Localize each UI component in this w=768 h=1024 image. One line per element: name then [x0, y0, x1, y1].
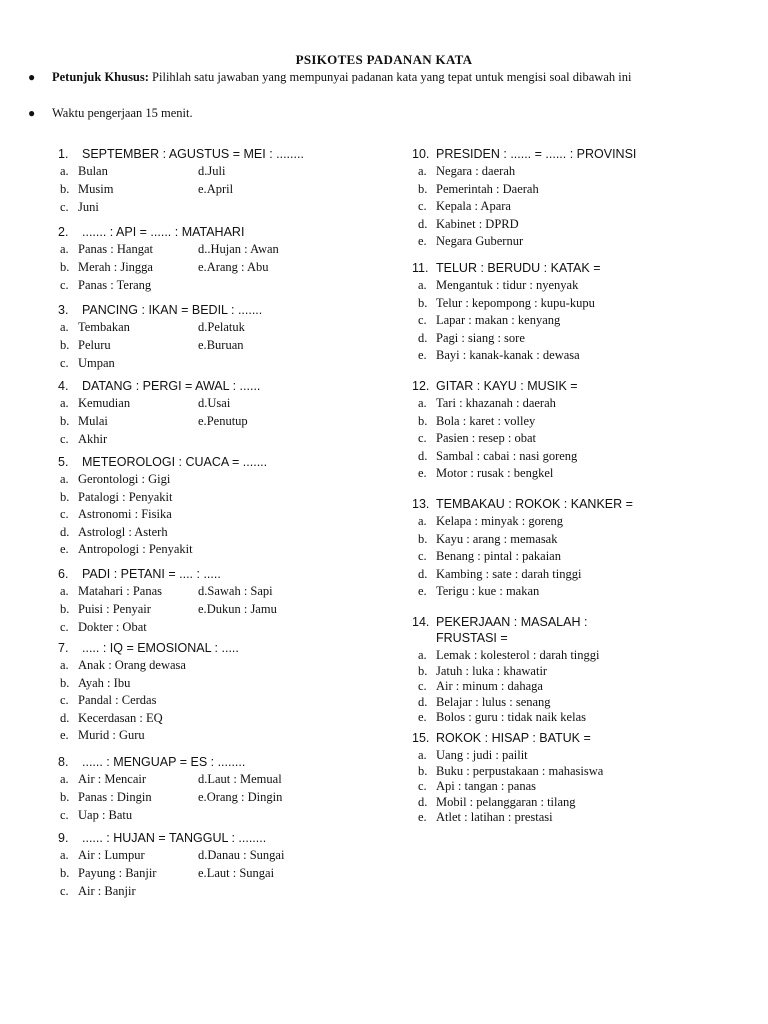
option-letter: e. — [198, 790, 207, 804]
answer-option — [60, 883, 136, 900]
option-letter: e. — [418, 234, 427, 248]
answer-option — [418, 448, 577, 465]
question-text — [58, 224, 244, 240]
answer-option — [418, 763, 603, 780]
instruction-text: Waktu pengerjaan 15 menit. — [52, 106, 193, 120]
option-letter: e. — [60, 728, 69, 742]
option-letter: e. — [418, 710, 427, 724]
question-prompt: TELUR : BERUDU : KATAK = — [436, 261, 601, 275]
answer-option — [60, 337, 111, 354]
option-letter: c. — [60, 432, 69, 446]
option-text: Terigu : kue : makan — [436, 584, 540, 598]
option-letter: d. — [198, 396, 208, 410]
option-letter: c. — [60, 620, 69, 634]
answer-option — [418, 531, 557, 548]
option-letter: c. — [418, 313, 427, 327]
option-text: Motor : rusak : bengkel — [436, 466, 554, 480]
answer-option — [418, 747, 528, 764]
option-letter: e. — [198, 182, 207, 196]
answer-option — [60, 395, 130, 412]
answer-option — [60, 657, 186, 674]
option-text: Benang : pintal : pakaian — [436, 549, 561, 563]
answer-option — [198, 241, 279, 258]
option-text: Merah : Jingga — [78, 260, 153, 274]
question-number: 13. — [412, 497, 430, 511]
option-letter: b. — [418, 763, 428, 778]
question-number: 9. — [58, 831, 69, 845]
answer-option — [418, 181, 539, 198]
option-text: Kecerdasan : EQ — [78, 710, 163, 725]
instruction-text: Pilihlah satu jawaban yang mempunyai padanan kata yang tepat untuk mengisi soal dibawah ini — [148, 70, 632, 84]
option-text: Bolos : guru : tidak naik kelas — [436, 710, 586, 724]
option-text: Payung : Banjir — [78, 866, 157, 880]
option-letter: e. — [418, 466, 427, 480]
answer-option — [60, 619, 147, 636]
answer-option — [418, 216, 519, 233]
option-text: Usai — [207, 396, 231, 410]
option-text: Puisi : Penyair — [78, 602, 151, 616]
question-text — [412, 378, 578, 394]
option-letter: a. — [418, 514, 427, 528]
option-text: Pelatuk — [207, 320, 245, 334]
option-letter: b. — [60, 866, 70, 880]
answer-option — [198, 771, 282, 788]
answer-option — [198, 181, 233, 198]
question-prompt: GITAR : KAYU : MUSIK = — [436, 379, 578, 393]
question-text — [58, 378, 260, 394]
option-letter: c. — [60, 200, 69, 214]
option-text: Negara : daerah — [436, 164, 516, 178]
option-letter: e. — [198, 338, 207, 352]
option-letter: d. — [418, 216, 428, 231]
option-letter: c. — [418, 431, 427, 445]
answer-option — [60, 541, 193, 558]
question-prompt-continued: FRUSTASI = — [436, 631, 508, 645]
question-text — [412, 496, 633, 512]
option-letter: c. — [60, 278, 69, 292]
option-text: Kelapa : minyak : goreng — [436, 514, 564, 528]
option-letter: e. — [198, 260, 207, 274]
option-letter: a. — [60, 848, 69, 862]
option-text: April — [206, 182, 234, 196]
question-number: 8. — [58, 755, 69, 769]
question-prompt: PRESIDEN : ...... = ...... : PROVINSI — [436, 147, 637, 161]
answer-option — [60, 789, 152, 806]
answer-option — [60, 277, 151, 294]
question-12 — [412, 378, 578, 480]
option-letter: a. — [60, 584, 69, 598]
answer-option — [418, 794, 576, 811]
option-letter: d. — [60, 710, 70, 725]
option-text: Sawah : Sapi — [207, 584, 273, 598]
answer-option — [60, 675, 130, 692]
question-4 — [58, 378, 261, 446]
option-letter: a. — [60, 472, 69, 486]
answer-option — [418, 663, 547, 680]
option-text: Jatuh : luka : khawatir — [436, 663, 548, 678]
option-letter: b. — [60, 338, 70, 352]
option-text: Mulai — [78, 414, 108, 428]
answer-option — [418, 163, 515, 180]
answer-option — [198, 865, 274, 882]
option-text: Akhir — [78, 432, 108, 446]
question-number: 3. — [58, 303, 69, 317]
page-title: PSIKOTES PADANAN KATA — [295, 52, 473, 67]
option-letter: a. — [60, 658, 69, 672]
answer-option — [198, 413, 248, 430]
option-text: Buruan — [206, 338, 244, 352]
question-text — [58, 146, 304, 162]
option-letter: e. — [418, 348, 427, 362]
question-text — [58, 454, 267, 470]
option-letter: d. — [198, 772, 208, 786]
answer-option — [60, 692, 156, 709]
bullet-icon: ● — [28, 106, 36, 120]
question-prompt: PADI : PETANI = .... : ..... — [82, 567, 221, 581]
question-text — [58, 640, 239, 656]
question-text — [58, 754, 245, 770]
option-letter: d. — [198, 320, 208, 334]
question-prompt: DATANG : PERGI = AWAL : ...... — [82, 379, 261, 393]
option-text: Panas : Dingin — [78, 790, 152, 804]
question-1 — [58, 146, 304, 214]
option-letter: a. — [60, 242, 69, 256]
option-text: Tembakan — [78, 320, 130, 334]
question-prompt: METEOROLOGI : CUACA = ....... — [82, 455, 268, 469]
question-number: 2. — [58, 225, 69, 239]
option-letter: b. — [60, 489, 70, 504]
option-text: Kemudian — [78, 396, 131, 410]
option-text: Kabinet : DPRD — [436, 216, 519, 231]
question-8 — [58, 754, 283, 822]
question-number: 5. — [58, 455, 69, 469]
question-text — [58, 566, 221, 582]
question-number: 11. — [412, 261, 429, 275]
answer-option — [60, 181, 113, 198]
option-text: Gerontologi : Gigi — [78, 472, 171, 486]
option-text: Telur : kepompong : kupu-kupu — [436, 295, 595, 310]
question-prompt: PANCING : IKAN = BEDIL : ....... — [82, 303, 263, 317]
answer-option — [418, 513, 563, 530]
answer-option — [60, 471, 170, 488]
option-text: Danau : Sungai — [207, 848, 285, 862]
question-9 — [58, 830, 285, 898]
option-text: Kayu : arang : memasak — [436, 531, 558, 546]
question-text — [412, 260, 601, 276]
option-letter: c. — [418, 779, 427, 793]
option-letter: a. — [60, 772, 69, 786]
answer-option — [60, 199, 99, 216]
question-14 — [412, 614, 600, 724]
option-text: Atlet : latihan : prestasi — [436, 810, 553, 824]
option-letter: a. — [418, 164, 427, 178]
option-letter: b. — [418, 531, 428, 546]
option-text: Laut : Memual — [207, 772, 282, 786]
option-letter: c. — [60, 507, 69, 521]
option-text: Air : Banjir — [78, 884, 136, 898]
answer-option — [60, 583, 162, 600]
question-prompt: ...... : MENGUAP = ES : ........ — [82, 755, 246, 769]
answer-option — [418, 430, 536, 447]
option-text: Mengantuk : tidur : nyenyak — [436, 278, 579, 292]
option-text: Bayi : kanak-kanak : dewasa — [436, 348, 580, 362]
question-text — [58, 302, 262, 318]
answer-option — [418, 347, 580, 364]
option-text: Bulan — [78, 164, 108, 178]
question-11 — [412, 260, 601, 362]
answer-option — [198, 395, 230, 412]
option-letter: b. — [60, 675, 70, 690]
answer-option — [418, 694, 551, 711]
option-letter: b. — [60, 182, 70, 196]
question-2 — [58, 224, 279, 292]
question-number: 12. — [412, 379, 430, 393]
question-text — [412, 146, 636, 162]
option-letter: b. — [60, 260, 70, 274]
answer-option — [418, 809, 553, 826]
option-text: Tari : khazanah : daerah — [436, 396, 556, 410]
answer-option — [60, 524, 168, 541]
option-text: Panas : Hangat — [78, 242, 153, 256]
option-text: Astronomi : Fisika — [78, 507, 172, 521]
question-15 — [412, 730, 604, 824]
option-text: Belajar : lulus : senang — [436, 694, 551, 709]
option-text: Pemerintah : Daerah — [436, 181, 539, 196]
option-letter: d. — [418, 794, 428, 809]
option-letter: a. — [418, 648, 427, 662]
question-number: 15. — [412, 731, 430, 745]
option-letter: b. — [418, 181, 428, 196]
option-letter: b. — [60, 414, 70, 428]
question-10 — [412, 146, 637, 248]
answer-option — [418, 330, 525, 347]
option-letter: a. — [60, 164, 69, 178]
option-letter: b. — [418, 413, 428, 428]
answer-option — [60, 319, 130, 336]
question-number: 4. — [58, 379, 69, 393]
option-text: Penutup — [206, 414, 248, 428]
answer-option — [198, 259, 269, 276]
option-text: Uap : Batu — [78, 808, 133, 822]
option-text: Ayah : Ibu — [78, 675, 131, 690]
option-text: Mobil : pelanggaran : tilang — [436, 794, 576, 809]
option-text: Arang : Abu — [206, 260, 269, 274]
option-letter: a. — [60, 320, 69, 334]
answer-option — [60, 710, 163, 727]
answer-option — [418, 413, 535, 430]
option-letter: c. — [60, 693, 69, 707]
answer-option — [60, 489, 172, 506]
answer-option — [418, 465, 553, 482]
question-number: 10. — [412, 147, 430, 161]
answer-option — [418, 233, 523, 250]
answer-option — [418, 566, 581, 583]
option-text: Laut : Sungai — [206, 866, 275, 880]
option-letter: d. — [418, 448, 428, 463]
answer-option — [60, 807, 132, 824]
option-text: Orang : Dingin — [206, 790, 283, 804]
answer-option — [198, 789, 282, 806]
answer-option — [198, 601, 277, 618]
option-text: Uang : judi : pailit — [436, 748, 528, 762]
option-text: Pagi : siang : sore — [436, 330, 525, 345]
option-letter: d. — [198, 584, 208, 598]
question-prompt: TEMBAKAU : ROKOK : KANKER = — [436, 497, 633, 511]
option-text: Lapar : makan : kenyang — [436, 313, 561, 327]
answer-option — [60, 355, 115, 372]
answer-option — [418, 295, 595, 312]
question-6 — [58, 566, 277, 634]
option-letter: c. — [418, 549, 427, 563]
option-text: Peluru — [78, 338, 111, 352]
option-text: Patalogi : Penyakit — [78, 489, 173, 504]
bullet-icon: ● — [28, 70, 36, 84]
option-letter: c. — [418, 199, 427, 213]
option-letter: c. — [60, 808, 69, 822]
option-letter: b. — [60, 602, 70, 616]
question-prompt: ..... : IQ = EMOSIONAL : ..... — [82, 641, 239, 655]
answer-option — [418, 583, 539, 600]
answer-option — [418, 778, 536, 795]
question-prompt: PEKERJAAN : MASALAH : — [436, 615, 588, 629]
option-text: Hujan : Awan — [210, 242, 279, 256]
option-letter: d. — [418, 330, 428, 345]
option-text: Juli — [207, 164, 226, 178]
question-prompt: ROKOK : HISAP : BATUK = — [436, 731, 591, 745]
option-letter: a. — [60, 396, 69, 410]
answer-option — [418, 395, 556, 412]
answer-option — [60, 727, 145, 744]
question-7 — [58, 640, 239, 742]
option-text: Kepala : Apara — [436, 199, 511, 213]
answer-option — [60, 259, 153, 276]
option-text: Umpan — [78, 356, 115, 370]
option-letter: e. — [198, 866, 207, 880]
question-number: 1. — [58, 147, 69, 161]
answer-option — [418, 709, 586, 726]
question-3 — [58, 302, 263, 370]
answer-option — [418, 548, 561, 565]
instruction-label: Petunjuk Khusus: — [52, 70, 149, 84]
option-letter: d. — [60, 524, 70, 539]
option-text: Sambal : cabai : nasi goreng — [436, 448, 578, 463]
answer-option — [418, 277, 578, 294]
option-letter: a. — [418, 396, 427, 410]
answer-option — [418, 678, 543, 695]
option-letter: a. — [418, 278, 427, 292]
option-text: Air : Mencair — [78, 772, 147, 786]
question-prompt: SEPTEMBER : AGUSTUS = MEI : ........ — [82, 147, 304, 161]
answer-option — [60, 506, 172, 523]
option-text: Negara Gubernur — [436, 234, 524, 248]
option-letter: e. — [418, 584, 427, 598]
answer-option — [60, 241, 153, 258]
option-letter: d. — [198, 164, 208, 178]
option-letter: c. — [418, 679, 427, 693]
option-letter: d. — [418, 694, 428, 709]
option-text: Dukun : Jamu — [206, 602, 277, 616]
answer-option — [418, 647, 600, 664]
question-prompt: ....... : API = ...... : MATAHARI — [82, 225, 245, 239]
option-letter: e. — [198, 602, 207, 616]
question-number: 6. — [58, 567, 69, 581]
question-5 — [58, 454, 268, 556]
answer-option — [60, 163, 108, 180]
answer-option — [60, 865, 156, 882]
answer-option — [60, 431, 107, 448]
option-text: Api : tangan : panas — [436, 779, 536, 793]
option-letter: e. — [60, 542, 69, 556]
question-text — [58, 830, 266, 846]
answer-option — [60, 601, 151, 618]
option-letter: b. — [418, 663, 428, 678]
answer-option — [60, 771, 146, 788]
answer-option — [418, 312, 560, 329]
option-text: Bola : karet : volley — [436, 413, 536, 428]
option-text: Astrologl : Asterh — [78, 524, 168, 539]
option-text: Lemak : kolesterol : darah tinggi — [436, 648, 600, 662]
option-text: Kambing : sate : darah tinggi — [436, 566, 582, 581]
option-text: Musim — [78, 182, 114, 196]
question-text — [412, 614, 587, 630]
option-text: Murid : Guru — [78, 728, 145, 742]
option-letter: c. — [60, 356, 69, 370]
question-prompt: ...... : HUJAN = TANGGUL : ........ — [82, 831, 267, 845]
option-letter: e. — [198, 414, 207, 428]
option-letter: a. — [418, 748, 427, 762]
option-letter: b. — [418, 295, 428, 310]
answer-option — [198, 847, 284, 864]
option-text: Panas : Terang — [78, 278, 152, 292]
option-text: Matahari : Panas — [78, 584, 163, 598]
option-letter: d.. — [198, 242, 211, 256]
question-number: 7. — [58, 641, 69, 655]
answer-option — [198, 583, 273, 600]
answer-option — [418, 198, 511, 215]
option-letter: b. — [60, 790, 70, 804]
option-text: Pandal : Cerdas — [78, 693, 157, 707]
answer-option — [60, 847, 145, 864]
option-text: Anak : Orang dewasa — [78, 658, 186, 672]
option-text: Dokter : Obat — [78, 620, 147, 634]
option-text: Pasien : resep : obat — [436, 431, 536, 445]
option-text: Air : minum : dahaga — [436, 679, 543, 693]
option-letter: d. — [418, 566, 428, 581]
option-letter: e. — [418, 810, 427, 824]
option-letter: d. — [198, 848, 208, 862]
question-13 — [412, 496, 633, 598]
option-text: Antropologi : Penyakit — [78, 542, 193, 556]
question-text — [412, 730, 591, 746]
option-text: Buku : perpustakaan : mahasiswa — [436, 763, 604, 778]
answer-option — [198, 319, 245, 336]
answer-option — [60, 413, 108, 430]
answer-option — [198, 163, 225, 180]
option-text: Juni — [78, 200, 99, 214]
option-letter: c. — [60, 884, 69, 898]
option-text: Air : Lumpur — [78, 848, 145, 862]
answer-option — [198, 337, 244, 354]
question-number: 14. — [412, 615, 430, 629]
